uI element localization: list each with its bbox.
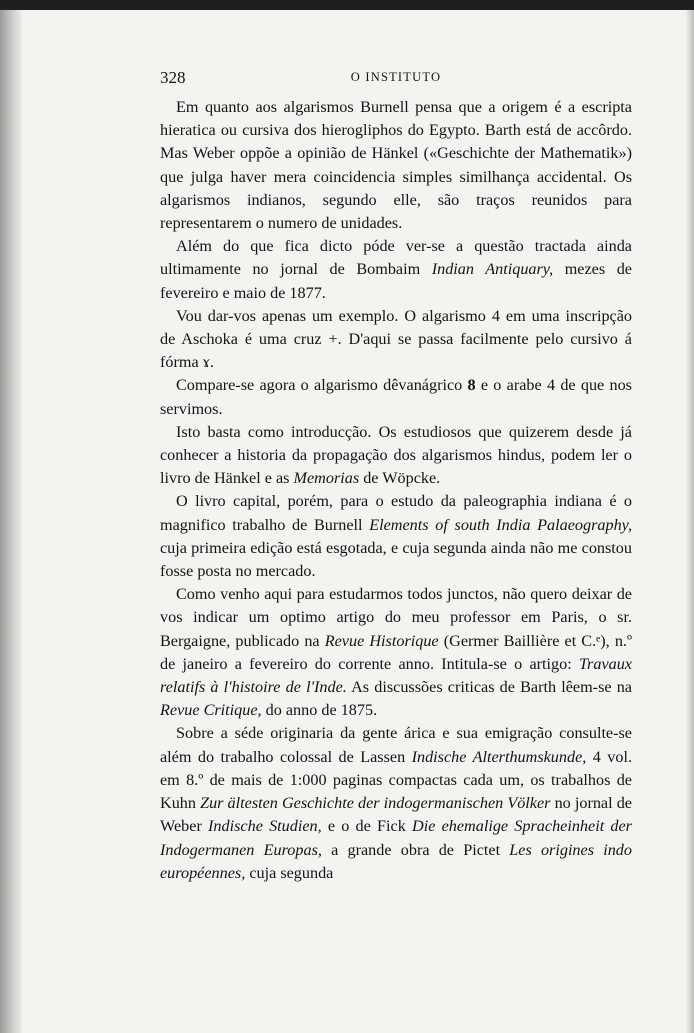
paragraph	[160, 96, 632, 235]
text-run: cuja primeira edição está esgotada, e cuja segunda ainda não me constou fosse posta no mercado.	[160, 538, 632, 581]
scan-top-border	[0, 0, 694, 10]
italic-title: Die ehemalige Spracheinheit der Indogermanen Europas,	[160, 817, 632, 859]
page-text-block	[160, 68, 632, 885]
page-number: 328	[160, 68, 186, 87]
paragraph	[160, 421, 632, 491]
italic-title: Travaux relatifs à l'histoire de l'Inde.	[160, 654, 632, 697]
devanagari-four-glyph: 8	[467, 376, 476, 395]
text-run: Sobre a séde originaria da gente árica e sua emigração consulte-se além do trabalho colossal de Lassen	[160, 724, 632, 766]
italic-title: Indische Alterthumskunde,	[411, 747, 587, 766]
paragraph	[160, 374, 632, 420]
italic-title: Les origines indo européennes,	[160, 840, 632, 882]
text-run: a grande obra de Pictet	[321, 840, 510, 859]
text-run: Compare-se agora o algarismo dêvanágrico	[176, 376, 468, 395]
running-head	[160, 68, 632, 96]
text-run: Em quanto aos algarismos Burnell pensa que a origem é a escripta hieratica ou cursiva dos hierogliphos do Egypto. Barth está de accôrdo. Mas Weber oppõe a opinião de Hänkel («Geschichte der Mathematik») que julga haver mera coincidencia simples similhança accidental. Os algarismos indianos, segundo elle, são traços reunidos para representarem o numero de unidades.	[160, 98, 632, 233]
text-run: Vou dar-vos apenas um exemplo. O algarismo 4 em uma inscripção de Aschoka é uma cruz +. D'aqui se passa facilmente pelo cursivo á fórma	[160, 306, 632, 372]
paragraph	[160, 305, 632, 375]
italic-title: Indian Antiquary,	[431, 260, 554, 279]
text-run: Isto basta como introducção. Os estudiosos que quizerem desde já conhecer a historia da propagação dos algarismos hindus, podem ler o livro de Hänkel e as	[160, 422, 632, 488]
paragraph	[160, 583, 632, 722]
cursive-four-glyph: ɤ.	[202, 353, 214, 372]
italic-title: Zur ältesten Geschichte der indogermanischen Völker	[200, 794, 551, 813]
body-text	[160, 96, 632, 885]
text-run: (Germer Baillière et C.ᵉ), n.º de janeiro a fevereiro do corrente anno. Intitula-se o artigo:	[160, 631, 632, 673]
italic-title: Memorias	[293, 469, 360, 488]
page-edge-shadow	[686, 10, 694, 1033]
paragraph	[160, 490, 632, 583]
italic-title: Elements of south India Palaeography,	[369, 515, 632, 534]
text-run: cuja segunda	[245, 863, 334, 882]
paragraph	[160, 235, 632, 305]
text-run: no jornal de Weber	[160, 794, 632, 836]
book-gutter-shadow	[0, 10, 22, 1033]
text-run: e o de Fick	[321, 817, 413, 836]
text-run: As discussões criticas de Barth lêem-se na	[346, 678, 632, 697]
text-run: de Wöpcke.	[359, 469, 441, 488]
running-title: O INSTITUTO	[350, 70, 442, 84]
italic-title: Revue Critique,	[160, 701, 262, 720]
text-run: Como venho aqui para estudarmos todos junctos, não quero deixar de vos indicar um optimo artigo do meu professor em Paris, o sr. Bergaigne, publicado na	[160, 585, 632, 650]
text-run: do anno de 1875.	[261, 701, 378, 720]
text-run: e o arabe 4 de que nos servimos.	[160, 376, 632, 418]
italic-title: Indische Studien,	[208, 817, 322, 836]
text-run: O livro capital, porém, para o estudo da paleographia indiana é o magnifico trabalho de Burnell	[160, 492, 632, 534]
text-run: 4 vol. em 8.º de mais de 1:000 paginas compactas cada um, os trabalhos de Kuhn	[160, 747, 633, 813]
paragraph	[160, 722, 632, 884]
text-run: Além do que fica dicto póde ver-se a questão tractada ainda ultimamente no jornal de Bombaim	[160, 237, 632, 279]
italic-title: Revue Historique	[324, 631, 439, 650]
text-run: mezes de fevereiro e maio de 1877.	[160, 260, 632, 302]
